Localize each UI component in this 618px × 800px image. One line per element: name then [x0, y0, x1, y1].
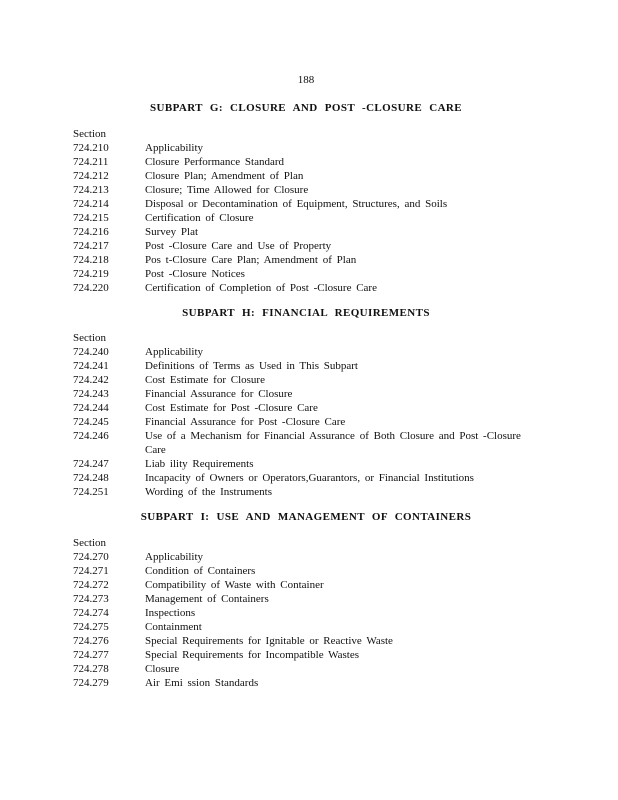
toc-row [0, 183, 618, 197]
toc-row [0, 239, 618, 253]
toc-row [0, 648, 618, 662]
section-number: 724.220 [73, 282, 109, 294]
section-number: 724.219 [73, 268, 109, 280]
toc-row [0, 578, 618, 592]
section-number: 724.243 [73, 388, 109, 400]
toc-row [0, 415, 618, 429]
subpart-h-section-label: Section [73, 332, 106, 344]
section-title: Closure Performance Standard [145, 156, 285, 168]
subpart-i-heading: SUBPART I: USE AND MANAGEMENT OF CONTAINERS [140, 511, 472, 523]
section-title: Closure Plan; Amendment of Plan [145, 170, 304, 182]
toc-row [0, 373, 618, 387]
section-title: Condition of Containers [145, 565, 256, 577]
section-title: Certification of Closure [145, 212, 254, 224]
section-title: Applicability [145, 551, 204, 563]
toc-row [0, 662, 618, 676]
section-number: 724.242 [73, 374, 109, 386]
toc-row [0, 141, 618, 155]
section-title: Closure [145, 663, 180, 675]
section-title: Liab ility Requirements [145, 458, 254, 470]
section-title: Wording of the Instruments [145, 486, 273, 498]
section-title: Applicability [145, 142, 204, 154]
section-title: Post -Closure Notices [145, 268, 245, 280]
section-title: Financial Assurance for Post -Closure Care [145, 416, 346, 428]
toc-row [0, 485, 618, 499]
section-number: 724.273 [73, 593, 109, 605]
toc-row [0, 225, 618, 239]
section-title: Containment [145, 621, 202, 633]
section-number: 724.217 [73, 240, 109, 252]
section-title: Special Requirements for Ignitable or Reactive Waste [145, 635, 393, 647]
subpart-h-heading: SUBPART H: FINANCIAL REQUIREMENTS [182, 307, 430, 319]
section-title: Survey Plat [145, 226, 199, 238]
section-title: Closure; Time Allowed for Closure [145, 184, 309, 196]
toc-row [0, 387, 618, 401]
toc-row [0, 592, 618, 606]
section-number: 724.245 [73, 416, 109, 428]
section-title: Cost Estimate for Post -Closure Care [145, 402, 318, 414]
toc-row [0, 169, 618, 183]
section-title: Management of Containers [145, 593, 269, 605]
section-title: Financial Assurance for Closure [145, 388, 293, 400]
section-number: 724.251 [73, 486, 109, 498]
page-number: 188 [297, 74, 315, 86]
toc-row [0, 345, 618, 359]
section-number: 724.211 [73, 156, 109, 168]
section-number: 724.275 [73, 621, 109, 633]
toc-row [0, 620, 618, 634]
toc-row [0, 550, 618, 564]
toc-row [0, 197, 618, 211]
section-number: 724.279 [73, 677, 109, 689]
section-number: 724.244 [73, 402, 109, 414]
section-title: Pos t-Closure Care Plan; Amendment of Plan [145, 254, 357, 266]
section-number: 724.216 [73, 226, 109, 238]
toc-row [0, 471, 618, 485]
section-number: 724.241 [73, 360, 109, 372]
section-number: 724.214 [73, 198, 109, 210]
section-number: 724.210 [73, 142, 109, 154]
subpart-g-section-label: Section [73, 128, 106, 140]
toc-row [0, 676, 618, 690]
subpart-g-block [0, 101, 618, 115]
toc-row [0, 253, 618, 267]
section-title: Applicability [145, 346, 204, 358]
section-number: 724.278 [73, 663, 109, 675]
subpart-i-toc [0, 550, 618, 690]
section-number: 724.277 [73, 649, 109, 661]
subpart-g-toc [0, 141, 618, 295]
section-number: 724.213 [73, 184, 109, 196]
toc-row [0, 267, 618, 281]
toc-row [0, 281, 618, 295]
section-title: Compatibility of Waste with Container [145, 579, 324, 591]
section-title: Special Requirements for Incompatible Wastes [145, 649, 360, 661]
section-number: 724.248 [73, 472, 109, 484]
section-number: 724.270 [73, 551, 109, 563]
toc-row [0, 457, 618, 471]
section-title: Disposal or Decontamination of Equipment, Structures, and Soils [145, 198, 448, 210]
subpart-g-heading: SUBPART G: CLOSURE AND POST -CLOSURE CARE [149, 102, 462, 114]
section-title: Definitions of Terms as Used in This Subpart [145, 360, 358, 372]
toc-row [0, 401, 618, 415]
section-number: 724.276 [73, 635, 109, 647]
subpart-i-section-label: Section [73, 537, 106, 549]
section-number: 724.271 [73, 565, 109, 577]
section-number: 724.247 [73, 458, 109, 470]
section-title: Inspections [145, 607, 196, 619]
subpart-h-toc [0, 345, 618, 499]
section-number: 724.212 [73, 170, 109, 182]
toc-row [0, 564, 618, 578]
section-title: Post -Closure Care and Use of Property [145, 240, 332, 252]
toc-row [0, 211, 618, 225]
section-number: 724.218 [73, 254, 109, 266]
section-number: 724.215 [73, 212, 109, 224]
toc-row [0, 155, 618, 169]
section-number: 724.240 [73, 346, 109, 358]
toc-row [0, 606, 618, 620]
toc-row [0, 634, 618, 648]
section-number: 724.272 [73, 579, 109, 591]
section-title: Use of a Mechanism for Financial Assurance of Both Closure and Post -Closure Care [145, 430, 521, 456]
section-title: Certification of Completion of Post -Closure Care [145, 282, 377, 294]
subpart-i-block [0, 510, 618, 524]
subpart-h-block [0, 306, 618, 320]
section-number: 724.246 [73, 430, 109, 442]
section-number: 724.274 [73, 607, 109, 619]
toc-row [0, 359, 618, 373]
section-title: Air Emi ssion Standards [145, 677, 259, 689]
toc-row [0, 429, 618, 457]
section-title: Cost Estimate for Closure [145, 374, 265, 386]
section-title: Incapacity of Owners or Operators,Guarantors, or Financial Institutions [145, 472, 474, 484]
